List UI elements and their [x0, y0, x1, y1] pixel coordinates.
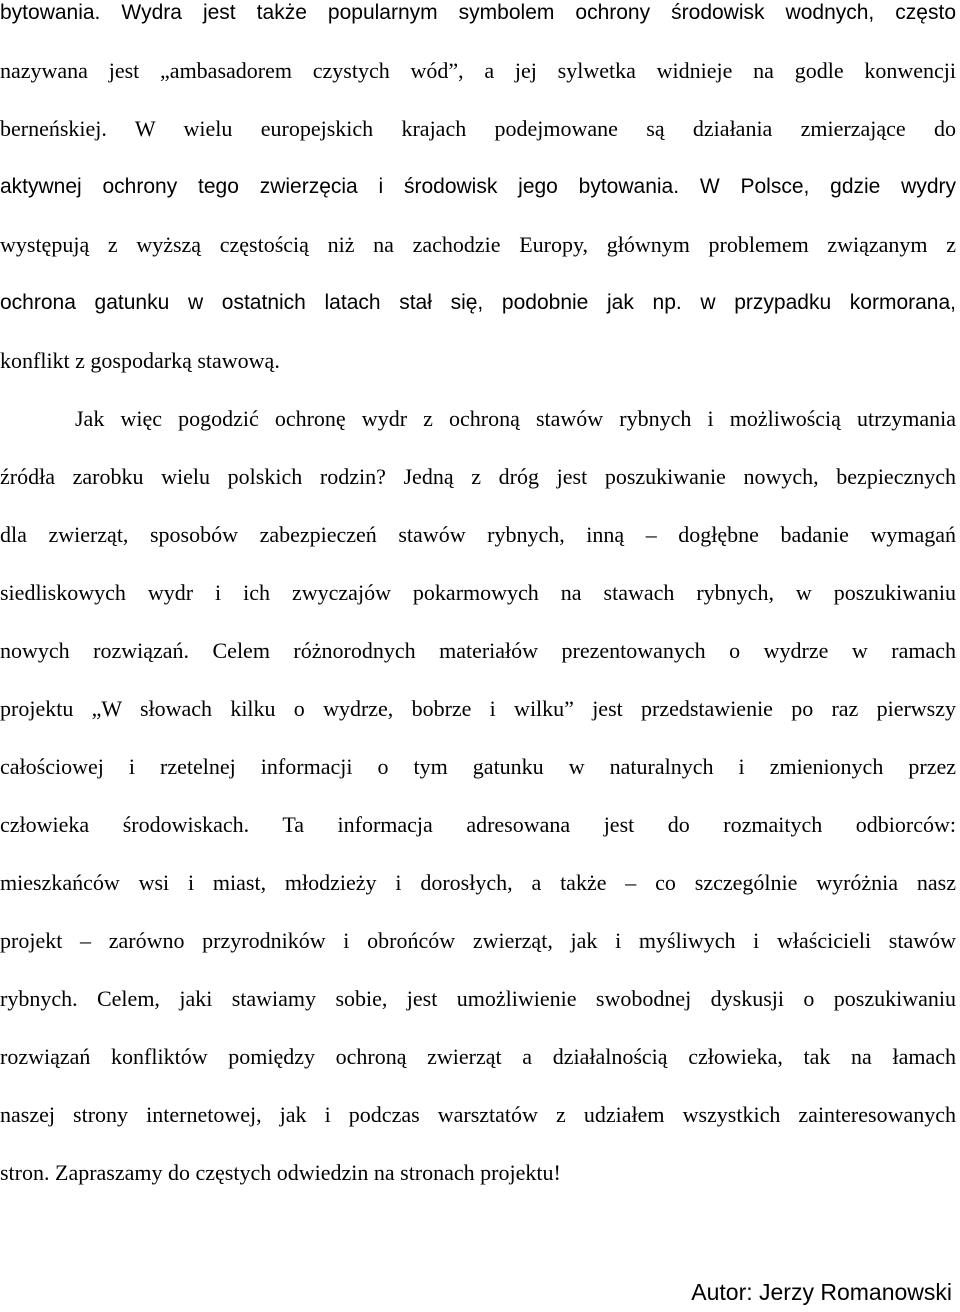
paragraph-line: występują z wyższą częstością niż na zachodzie Europy, głównym problemem związanym z: [0, 232, 956, 257]
paragraph-line: rozwiązań konfliktów pomiędzy ochroną zwierząt a działalnością człowieka, tak na łamach: [0, 1044, 956, 1069]
paragraph-line: nazywana jest „ambasadorem czystych wód”, a jej sylwetka widnieje na godle konwencji: [0, 58, 956, 83]
paragraph-line: projekt – zarówno przyrodników i obrońców zwierząt, jak i myśliwych i właścicieli stawów: [0, 928, 956, 953]
paragraph-line: mieszkańców wsi i miast, młodzieży i dorosłych, a także – co szczególnie wyróżnia nasz: [0, 870, 956, 895]
paragraph-line: projektu „W słowach kilku o wydrze, bobrze i wilku” jest przedstawienie po raz pierwszy: [0, 696, 956, 721]
paragraph-line: aktywnej ochrony tego zwierzęcia i środowisk jego bytowania. W Polsce, gdzie wydry: [0, 175, 956, 198]
paragraph-line: bytowania. Wydra jest także popularnym symbolem ochrony środowisk wodnych, często: [0, 1, 956, 24]
paragraph-line: berneńskiej. W wielu europejskich krajach podejmowane są działania zmierzające do: [0, 116, 956, 141]
paragraph-line: źródła zarobku wielu polskich rodzin? Jedną z dróg jest poszukiwanie nowych, bezpiecznych: [0, 464, 956, 489]
paragraph-line: całościowej i rzetelnej informacji o tym gatunku w naturalnych i zmienionych przez: [0, 754, 956, 779]
paragraph-line: Jak więc pogodzić ochronę wydr z ochroną stawów rybnych i możliwością utrzymania: [75, 406, 956, 431]
paragraph-line: rybnych. Celem, jaki stawiamy sobie, jest umożliwienie swobodnej dyskusji o poszukiwaniu: [0, 986, 956, 1011]
paragraph-line: nowych rozwiązań. Celem różnorodnych materiałów prezentowanych o wydrze w ramach: [0, 638, 956, 663]
paragraph-line: ochrona gatunku w ostatnich latach stał się, podobnie jak np. w przypadku kormorana,: [0, 291, 956, 314]
paragraph-line: konflikt z gospodarką stawową.: [0, 348, 280, 373]
paragraph-line: siedliskowych wydr i ich zwyczajów pokarmowych na stawach rybnych, w poszukiwaniu: [0, 580, 956, 605]
author-signature: Autor: Jerzy Romanowski: [691, 1279, 952, 1305]
paragraph-line: dla zwierząt, sposobów zabezpieczeń stawów rybnych, inną – dogłębne badanie wymagań: [0, 522, 956, 547]
paragraph-line: człowieka środowiskach. Ta informacja adresowana jest do rozmaitych odbiorców:: [0, 812, 956, 837]
paragraph-line: naszej strony internetowej, jak i podczas warsztatów z udziałem wszystkich zainteresowanych: [0, 1102, 956, 1127]
paragraph-line: stron. Zapraszamy do częstych odwiedzin na stronach projektu!: [0, 1160, 561, 1185]
